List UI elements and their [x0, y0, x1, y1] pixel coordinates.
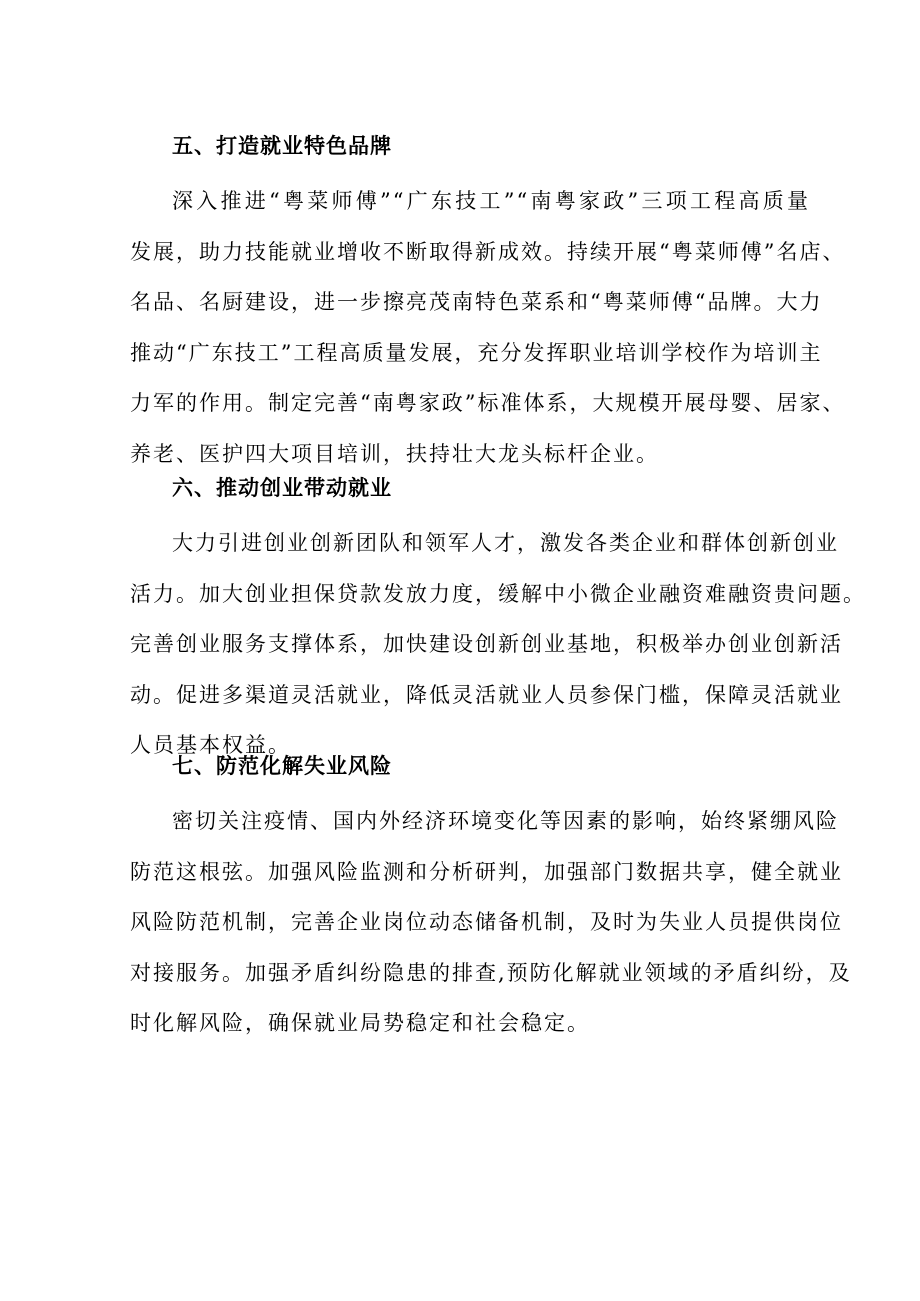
paragraph-line: 动。促进多渠道灵活就业，降低灵活就业人员参保门槛，保障灵活就业	[130, 682, 843, 707]
section-paragraph	[130, 796, 852, 1049]
section-7	[130, 751, 852, 1049]
paragraph-line: 大力引进创业创新团队和领军人才，激发各类企业和群体创新创业	[172, 531, 839, 555]
paragraph-line: 人员基本权益。	[130, 733, 291, 757]
paragraph-line: 防范这根弦。加强风险监测和分析研判，加强部门数据共享，健全就业	[130, 859, 843, 884]
paragraph-line: 养老、医护四大项目培训，扶持壮大龙头标杆企业。	[130, 441, 659, 466]
paragraph-line: 对接服务。加强矛盾纠纷隐患的排查,预防化解就业领域的矛盾纠纷，及	[130, 960, 852, 985]
paragraph-line: 深入推进“粤菜师傅”“广东技工”“南粤家政”三项工程高质量	[172, 189, 810, 213]
paragraph-line: 发展，助力技能就业增收不断取得新成效。持续开展“粤菜师傅”名店、	[130, 239, 846, 264]
section-6	[130, 473, 866, 771]
paragraph-line: 时化解风险，确保就业局势稳定和社会稳定。	[130, 1011, 590, 1035]
section-paragraph	[130, 518, 866, 771]
section-heading: 五、打造就业特色品牌	[172, 134, 392, 158]
paragraph-line: 名品、名厨建设，进一步擦亮茂南特色菜系和“粤菜师傅“品牌。大力	[130, 290, 823, 314]
paragraph-line: 活力。加大创业担保贷款发放力度，缓解中小微企业融资难融资贵问题。	[130, 581, 866, 606]
paragraph-line: 力军的作用。制定完善“南粤家政”标准体系，大规模开展母婴、居家、	[130, 391, 846, 415]
section-paragraph	[130, 176, 846, 479]
section-heading: 七、防范化解失业风险	[172, 754, 392, 778]
paragraph-line: 推动“广东技工”工程高质量发展，充分发挥职业培训学校作为培训主	[130, 340, 823, 365]
section-5	[130, 131, 846, 479]
paragraph-line: 风险防范机制，完善企业岗位动态储备机制，及时为失业人员提供岗位	[130, 910, 843, 934]
section-heading: 六、推动创业带动就业	[172, 476, 392, 500]
paragraph-line: 完善创业服务支撑体系，加快建设创新创业基地，积极举办创业创新活	[130, 632, 843, 656]
paragraph-line: 密切关注疫情、国内外经济环境变化等因素的影响，始终紧绷风险	[172, 809, 839, 833]
